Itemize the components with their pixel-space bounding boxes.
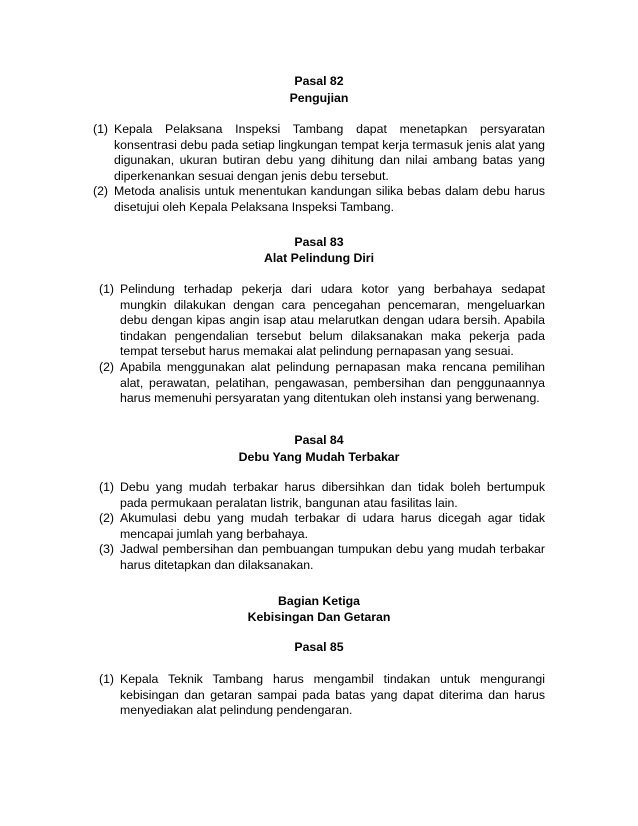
item-number: (1)	[99, 282, 115, 296]
item-number: (1)	[99, 672, 115, 686]
pasal-85-list	[99, 672, 545, 719]
pasal-84-list	[99, 480, 545, 574]
list-item	[99, 282, 545, 360]
pasal-83-list	[99, 282, 545, 407]
pasal-82-list	[93, 122, 545, 216]
pasal-85-title: Pasal 85	[294, 640, 344, 654]
pasal-84-subtitle: Debu Yang Mudah Terbakar	[238, 450, 400, 464]
list-item	[99, 672, 545, 719]
item-text: Pelindung terhadap pekerja dari udara kotor yang berbahaya sedapat mungkin dilakukan dengan cara pencegahan pencemaran, mengeluarkan debu dengan kipas angin isap atau melarutkan dengan udara bersih. Apabila tindakan pengendalian tersebut belum dilaksanakan maka pekerja pada tempat tersebut harus memakai alat pelindung pernapasan yang sesuai.	[120, 282, 545, 359]
list-item	[99, 360, 545, 407]
part-title: Bagian Ketiga	[278, 594, 360, 608]
pasal-82-subtitle: Pengujian	[289, 91, 349, 105]
item-text: Akumulasi debu yang mudah terbakar di udara harus dicegah agar tidak mencapai jumlah yang berbahaya.	[120, 511, 545, 541]
list-item	[93, 184, 545, 215]
item-text: Jadwal pembersihan dan pembuangan tumpukan debu yang mudah terbakar harus ditetapkan dan dilaksanakan.	[120, 542, 545, 572]
list-item	[99, 480, 545, 511]
item-number: (3)	[99, 542, 115, 557]
pasal-82-title: Pasal 82	[294, 74, 344, 88]
item-number: (1)	[99, 480, 115, 494]
pasal-83-subtitle: Alat Pelindung Diri	[264, 251, 374, 265]
item-text: Kepala Teknik Tambang harus mengambil tindakan untuk mengurangi kebisingan dan getaran sampai pada batas yang dapat diterima dan harus menyediakan alat pelindung pendengaran.	[120, 672, 545, 718]
pasal-84-title: Pasal 84	[294, 433, 344, 447]
list-item	[93, 122, 545, 184]
pasal-83-title: Pasal 83	[294, 235, 344, 249]
item-text: Kepala Pelaksana Inspeksi Tambang dapat menetapkan persyaratan konsentrasi debu pada setiap lingkungan tempat kerja termasuk jenis alat yang digunakan, ukuran butiran debu yang dihitung dan nilai ambang batas yang diperkenankan sesuai dengan jenis debu tersebut.	[114, 122, 545, 183]
item-text: Debu yang mudah terbakar harus dibersihkan dan tidak boleh bertumpuk pada permukaan peralatan listrik, bangunan atau fasilitas lain.	[120, 480, 545, 510]
part-subtitle: Kebisingan Dan Getaran	[247, 610, 391, 624]
item-number: (2)	[99, 359, 115, 374]
item-text: Apabila menggunakan alat pelindung pernapasan maka rencana pemilihan alat, perawatan, pelatihan, pengawasan, pembersihan dan penggunaannya harus memenuhi persyaratan yang ditentukan oleh instansi yang berwenang.	[120, 359, 545, 406]
list-item	[99, 511, 545, 542]
list-item	[99, 542, 545, 573]
item-number: (1)	[93, 122, 109, 136]
item-text: Metoda analisis untuk menentukan kandungan silika bebas dalam debu harus disetujui oleh Kepala Pelaksana Inspeksi Tambang.	[114, 184, 545, 214]
item-number: (2)	[93, 184, 109, 199]
item-number: (2)	[99, 511, 115, 526]
